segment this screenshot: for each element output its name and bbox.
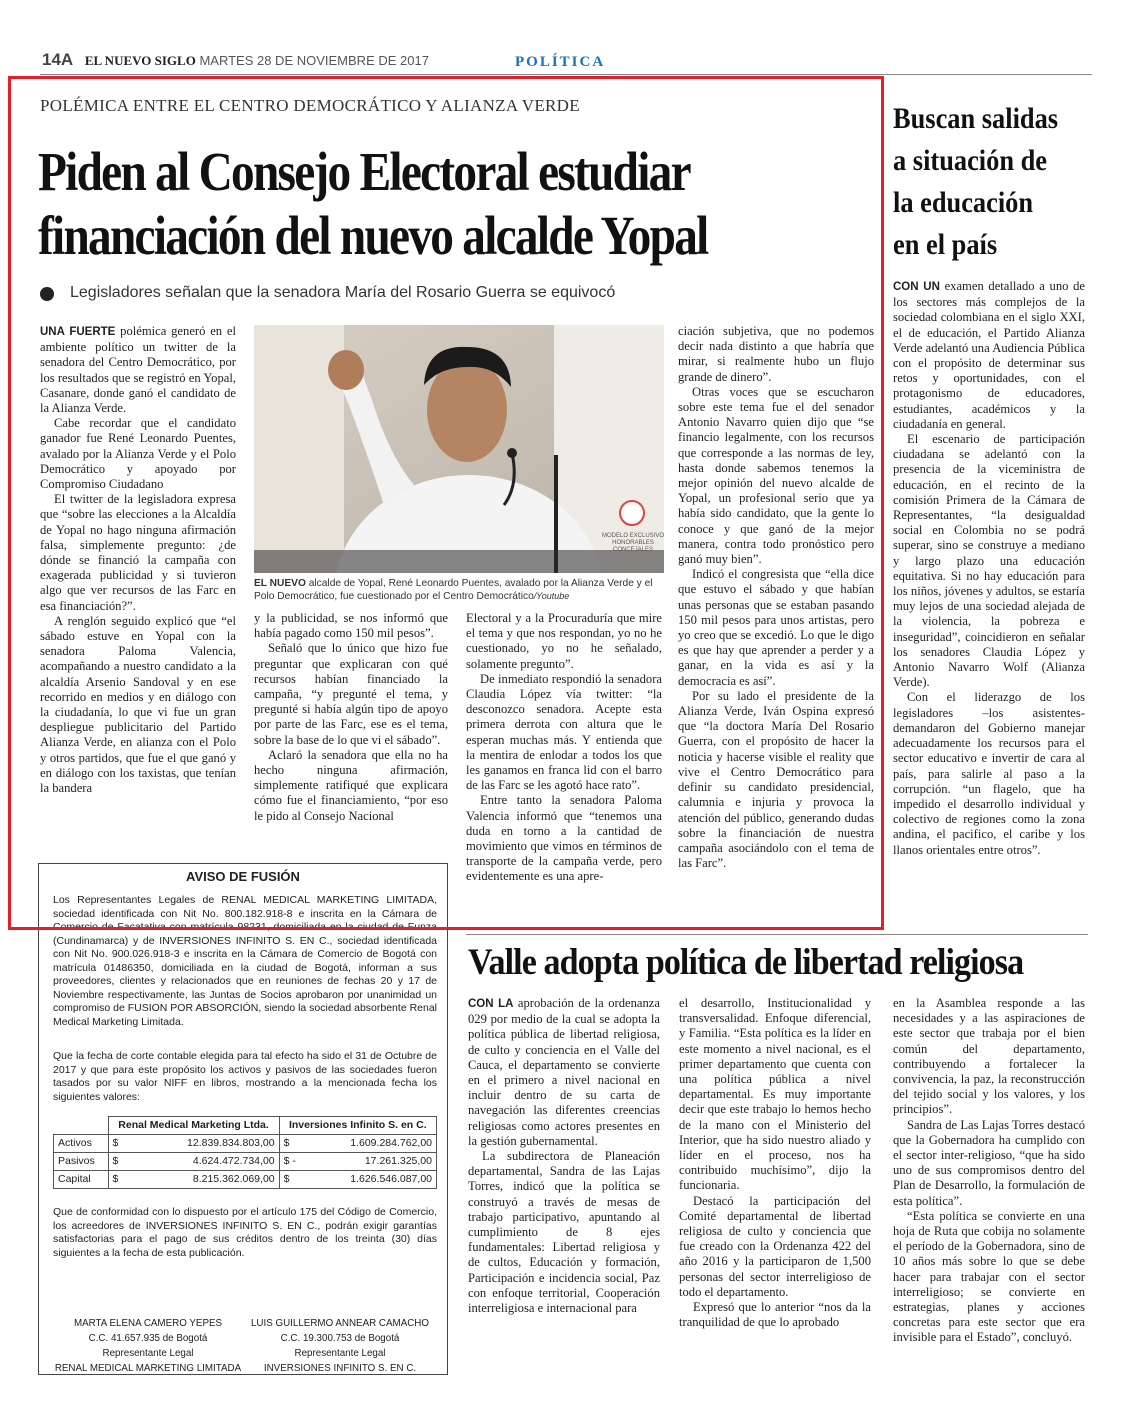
- paragraph: Por su lado el presidente de la Alianza Verde, Iván Ospina expresó que “la doctora María Del Rosario Guerra, con el propósito de hacer la noticia y hacerse visible el reality que vive el Centro Democrático para definir su candidato presidencial, calumnia e injuria y provoca la atención del público, generando dudas sobre la financiación de nuestra campaña asociándolo con el tema de las Farc”.: [678, 688, 874, 871]
- page-header: [42, 50, 429, 70]
- main-column-2: [254, 611, 448, 848]
- main-column-1: [40, 324, 236, 848]
- paragraph: en la Asamblea responde a las necesidades y a las aspiraciones de este sector que trabaja por el bien común del departamento, contribuyendo a fortalecer la convivencia, la paz, la reconstrucción del tejido social y los valores, y los principios”.: [893, 996, 1085, 1117]
- photo-banner: MODELO EXCLUSIVO HONORABLES CONCEJALES: [602, 533, 664, 553]
- side-headline-line: Buscan salidas: [893, 102, 1059, 135]
- main-column-3: [466, 611, 662, 911]
- signer-role: Representante Legal: [102, 1348, 194, 1359]
- row-label: Pasivos: [54, 1153, 109, 1171]
- signature-block-1: [53, 1316, 243, 1376]
- table-cell: $ 4.624.472.734,00: [108, 1153, 279, 1171]
- section-label: POLÍTICA: [515, 54, 606, 70]
- table-header: Inversiones Infinito S. en C.: [279, 1117, 436, 1135]
- paragraph: El escenario de participación ciudadana se adelantó con la presencia de la viceministra de educación, en el recinto de la comisión Primera de la Cámara de Representantes, “la desigualdad social en Colombia no se podrá superar, sino se construye a mediano y largo plazo una educación equitativa. Si no hay educación para los niños, jóvenes y adultos, se estaría muy lejos de una sociedad alejada de la violencia, la pobreza e inseguridad”, coincidieron en señalar los senadores Claudia López y Antonio Navarro Wolf (Alianza Verde).: [893, 432, 1085, 690]
- merger-notice: [38, 863, 448, 1375]
- table-cell: $ 8.215.362.069,00: [108, 1171, 279, 1189]
- photo-caption: EL NUEVO alcalde de Yopal, René Leonardo Puentes, avalado por la Alianza Verde y el Polo Democrático, fue cuestionado por el Centro Democrático/Youtube: [254, 578, 653, 602]
- signer-name: MARTA ELENA CAMERO YEPES: [73, 1318, 223, 1329]
- paragraph: Sandra de Las Lajas Torres destacó que la Gobernadora ha cumplido con el sector inter-religioso, “que ha sido uno de sus compromisos dentro del Plan de Desarrollo, la formulación de esta política”.: [893, 1117, 1085, 1208]
- paragraph: La subdirectora de Planeación departamental, Sandra de las Lajas Torres, indicó que la política se construyó a través de mesas de trabajo participativo, apuntando al cumplimiento de 8 ejes fundamentales: Libertad religiosa y de cultos, Educación y formación, Participación e incidencia social, Paz con enfoque territorial, Cooperación interreligiosa e internacional para: [468, 1149, 660, 1316]
- row-label: Capital: [54, 1171, 109, 1189]
- section-rule: [466, 934, 1088, 935]
- paragraph: CON UN examen detallado a uno de los sectores más complejos de la sociedad colombiana en el siglo XXI, el de educación, el Partido Alianza Verde adelantó una Audiencia Pública con el propósito de determinar sus retos y oportunidades, con el protagonismo de educadores, estudiantes, académicos y la ciudadanía en general.: [893, 279, 1085, 431]
- newspaper-brand: EL NUEVO SIGLO: [84, 53, 196, 68]
- issue-date: MARTES 28 DE NOVIEMBRE DE 2017: [199, 53, 429, 68]
- main-kicker: POLÉMICA ENTRE EL CENTRO DEMOCRÁTICO Y ALIANZA VERDE: [40, 96, 580, 115]
- paragraph: A renglón seguido explicó que “el sábado estuve en Yopal con la senadora Paloma Valencia, acompañando a nuestro candidato a la alcaldía Arsenio Sandoval y en ese recorrido en medios y en diálogo con la ciudadanía, lo que vi fue un gran despliegue publicitario del Partido Alianza Verde, en alianza con el Polo y otros partidos, que fue el que ganó y en diálogo con los taxistas, que tenían la bandera: [40, 613, 236, 796]
- paragraph: Electoral y a la Procuraduría que mire el tema y que nos respondan, yo no he cuestionado, yo no he señalado, solamente pregunto”.: [466, 611, 662, 671]
- main-headline-line2: financiación del nuevo alcalde Yopal: [38, 205, 708, 266]
- paragraph: Indicó el congresista que “ella dice que estuvo el sábado y que habían unas personas que se estaban pasando 150 mil pesos para unos artistas, pero yo creo que se excedió. Lo que le digo es que hay que aprender a perder y a ganar, en la vida es así y la democracia es así”.: [678, 567, 874, 688]
- table-cell: $ - 17.261.325,00: [279, 1153, 436, 1171]
- header-rule: [40, 74, 1092, 75]
- main-headline: [38, 140, 760, 268]
- table-row: [54, 1135, 437, 1153]
- paragraph: el desarrollo, Institucionalidad y transversalidad. Enfoque diferencial, y Familia. “Esta política es la líder en este momento a nivel nacional, es el primer departamento que cuenta con una política pública a nivel departamental. Es muy importante decir que este trabajo lo hemos hecho de la mano con el Ministerio del Interior, que ha sido nuestro aliado y líder en el proceso, nos ha contribuido muchísimo”, dijo la funcionaria.: [679, 996, 871, 1193]
- paragraph: UNA FUERTE polémica generó en el ambiente político un twitter de la senadora del Centro Democrático, por los resultados que se registró en Yopal, Casanare, donde ganó el candidato de la Alianza Verde.: [40, 324, 236, 416]
- notice-paragraph: Los Representantes Legales de RENAL MEDICAL MARKETING LIMITADA, sociedad identificada con Nit No. 800.182.918-8 e inscrita en la Cámara de Comercio de Facatativa con matrícula 98231, domiciliada en la ciudad de Funza (Cundinamarca) y de INVERSIONES INFINITO S. EN C., sociedad identificada con Nit No. 900.026.918-3 e inscrita en la Cámara de Comercio de Bogotá con matrícula 01486350, domiciliada en la ciudad de Bogotá, informan a sus proveedores, clientes y relacionados que en reuniones de fechas 20 y 17 de Noviembre respectivamente, las Juntas de Socios aprobaron por unanimidad un compromiso de FUSION POR ABSORCIÓN, siendo la sociedad absorbente Renal Medical Marketing Limitada.: [53, 894, 438, 1028]
- table-header-row: [54, 1117, 437, 1135]
- row-label: Activos: [54, 1135, 109, 1153]
- signature-block-2: [245, 1316, 435, 1376]
- signer-id: C.C. 19.300.753 de Bogotá: [280, 1333, 400, 1344]
- valle-column-2: [679, 996, 871, 1376]
- lead-in: CON LA: [468, 998, 514, 1010]
- caption-lead: EL NUEVO: [254, 578, 306, 589]
- side-headline: [893, 98, 1078, 266]
- side-article-body: [893, 279, 1085, 919]
- paragraph: “Esta política se convierte en una hoja de Ruta que cobija no solamente el período de la Gobernadora, sino de 10 años más sobre lo que se debe hacer para trabajar con el sector interreligioso; se convierte en estrategias, planes y acciones concretas para este sector que era invisible para el Estado”, concluyó.: [893, 1208, 1085, 1345]
- lead-in: UNA FUERTE: [40, 326, 116, 338]
- table-cell: $ 1.626.546.087,00: [279, 1171, 436, 1189]
- paragraph: Destacó la participación del Comité departamental de libertad religiosa de culto y conciencia que fue creado con la Ordenanza 422 del año 2016 y la participaron de 1,500 personas del sector interreligioso de todo el departamento.: [679, 1193, 871, 1299]
- table-row: [54, 1153, 437, 1171]
- paragraph: Expresó que lo anterior “nos da la tranquilidad de que lo aprobado: [679, 1300, 871, 1330]
- signer-company: RENAL MEDICAL MARKETING LIMITADA: [54, 1363, 242, 1374]
- financial-table: [53, 1116, 437, 1189]
- notice-paragraph: Que la fecha de corte contable elegida para tal efecto ha sido el 31 de Octubre de 2017 y que para este propósito los activos y pasivos de las sociedades fueron tasados por su valor NIFF en libros, mostrando a la mencionada fecha los siguientes valores:: [53, 1050, 437, 1103]
- paragraph: ciación subjetiva, que no podemos decir nada distinto a que habría que mirar, si realmente hubo un flujo grande de dinero”.: [678, 324, 874, 384]
- table-header: Renal Medical Marketing Ltda.: [108, 1117, 279, 1135]
- paragraph: Entre tanto la senadora Paloma Valencia informó que “tenemos una duda en torno a la cantidad de movimiento que vimos en términos de transporte de la campaña verde, pero evidentemente es una apre-: [466, 793, 662, 884]
- main-subheadline: Legisladores señalan que la senadora María del Rosario Guerra se equivocó: [70, 284, 616, 301]
- valle-headline: Valle adopta política de libertad religiosa: [468, 942, 1024, 983]
- side-headline-line: en el país: [893, 228, 998, 261]
- side-headline-line: a situación de: [893, 144, 1048, 177]
- table-cell: $ 1.609.284.762,00: [279, 1135, 436, 1153]
- notice-paragraph: Que de conformidad con lo dispuesto por el artículo 175 del Código de Comercio, los acreedores de INVERSIONES INFINITO S. EN C., podrán exigir garantías satisfactorias para el pago de sus créditos dentro de los treinta (30) días siguientes a la fecha de esta publicación.: [53, 1206, 437, 1259]
- page-number: 14A: [42, 50, 74, 69]
- paragraph: Aclaró la senadora que ella no ha hecho ninguna afirmación, simplemente ratifiqué que explicara cómo fue el financiamiento, “por eso le pido al Consejo Nacional: [254, 747, 448, 823]
- paragraph: Con el liderazgo de los legisladores –los asistentes- demandaron del Gobierno manejar adecuadamente los recursos para el sector educativo e invertir de cara al país, para salirle al paso a la corrupción. “un flagelo, que ha impedido el desarrollo individual y colectivo de regiones como la zona andina, el pacifico, el caribe y los llanos orientales entre otros”.: [893, 690, 1085, 857]
- side-headline-line: la educación: [893, 186, 1034, 219]
- paragraph: CON LA aprobación de la ordenanza 029 por medio de la cual se adopta la política pública de libertad religiosa, de culto y conciencia en el Valle del Cauca, el departamento se convierte en el primero a nivel nacional en incluir dentro de su carta de navegación las diferentes creencias religiosas como actores presentes en la gestión gubernamental.: [468, 996, 660, 1148]
- paragraph: Otras voces que se escucharon sobre este tema fue el del senador Antonio Navarro quien dijo que “se financio legalmente, con los recursos que corresponde a las normas de ley, hasta donde sabemos tenemos la mejor opinión del nuevo alcalde de Yopal, un profesional serio que ya había sido candidato, que la gente lo conoce y que ganó de la mejor manera, contra todo pronóstico pero ganó muy bien”.: [678, 384, 874, 567]
- signer-company: INVERSIONES INFINITO S. EN C.: [263, 1363, 417, 1374]
- signer-id: C.C. 41.657.935 de Bogotá: [88, 1333, 208, 1344]
- valle-column-1: [468, 996, 660, 1376]
- lead-in: CON UN: [893, 281, 940, 293]
- paragraph: Cabe recordar que el candidato ganador fue René Leonardo Puentes, avalado por la Alianza Verde y el Polo Democrático y apoyado por Compromiso Ciudadano: [40, 416, 236, 492]
- paragraph: De inmediato respondió la senadora Claudia López vía twitter: “la desconozco senadora. Acepte esta primera derrota con altura que le esperan muchas más. Y entienda que la mentira de enlodar a todos los que les ganamos en franca lid con el barro de las Farc se les agotó hace rato”.: [466, 671, 662, 793]
- main-column-4: [678, 324, 874, 916]
- main-headline-line1: Piden al Consejo Electoral estudiar: [38, 141, 690, 202]
- table-header: [54, 1117, 109, 1135]
- paragraph: El twitter de la legisladora expresa que “sobre las elecciones a la Alcaldía de Yopal no hago ninguna afirmación falsa, simplemente pregunto: ¿de dónde se financió la campaña con exagerada publicidad y si tuvieron algo que ver recursos de las Farc en esa financiación?”.: [40, 492, 236, 613]
- table-cell: $ 12.839.834.803,00: [108, 1135, 279, 1153]
- paragraph: Señaló que lo único que hizo fue preguntar que explicaran con qué recursos habían financiado la campaña, “y pregunté el tema, y pregunté si había algún tipo de apoyo por parte de las Farc, ese es el tema, sobre la base de lo que vi el sábado”.: [254, 641, 448, 747]
- signer-name: LUIS GUILLERMO ANNEAR CAMACHO: [250, 1318, 429, 1329]
- signer-role: Representante Legal: [294, 1348, 386, 1359]
- photo-credit: /Youtube: [533, 591, 570, 601]
- paragraph: y la publicidad, se nos informó que había pagado como 150 mil pesos”.: [254, 611, 448, 641]
- table-row: [54, 1171, 437, 1189]
- mayor-photo: [254, 325, 664, 573]
- bullet-icon: [40, 287, 54, 301]
- notice-title: AVISO DE FUSIÓN: [186, 869, 300, 884]
- valle-column-3: [893, 996, 1085, 1376]
